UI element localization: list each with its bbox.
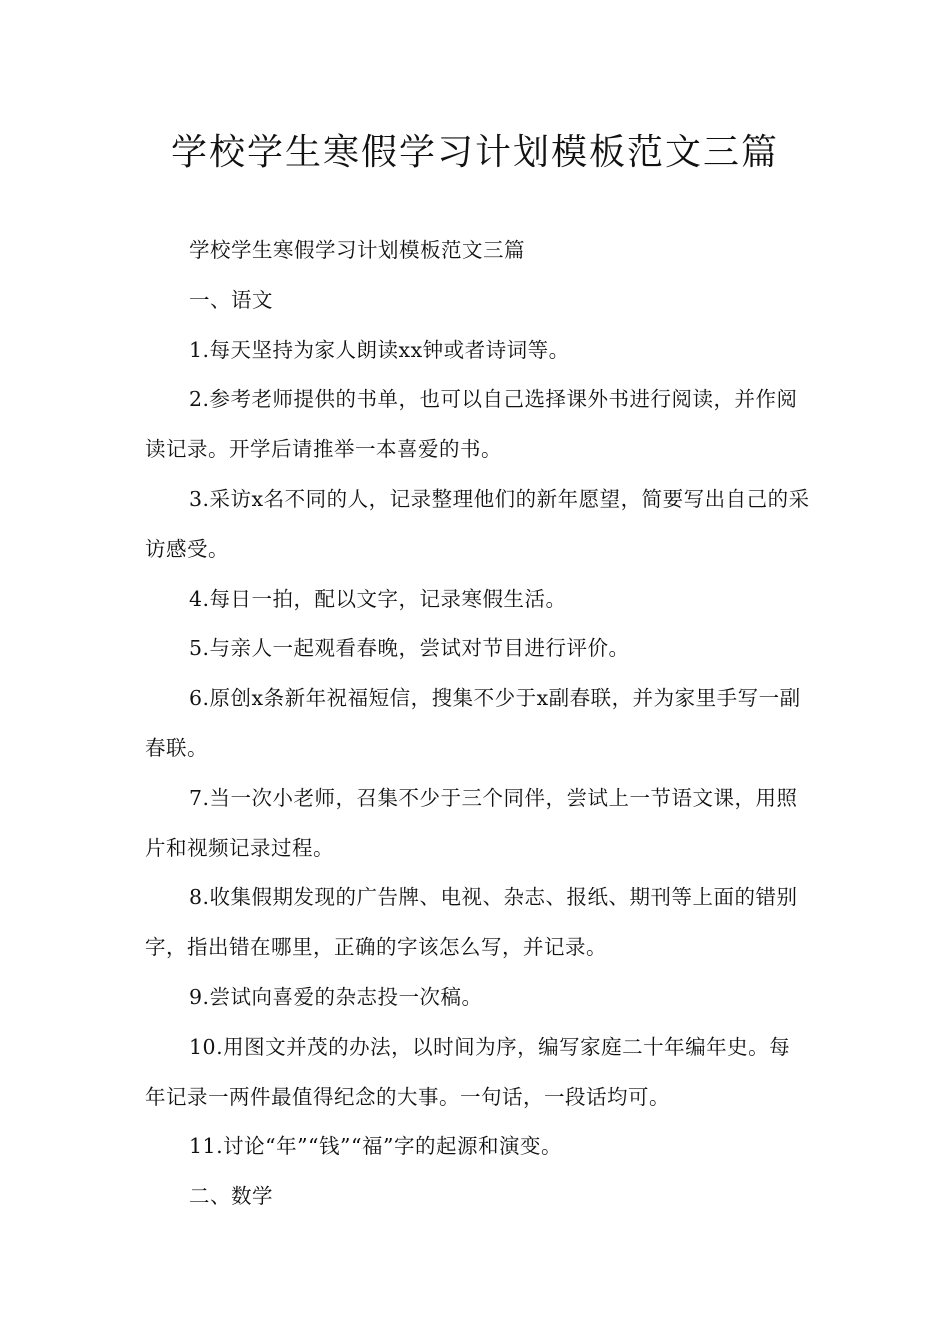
list-item: 7.当一次小老师，召集不少于三个同伴，尝试上一节语文课，用照片和视频记录过程。 (145, 785, 798, 860)
list-item: 5.与亲人一起观看春晚，尝试对节目进行评价。 (189, 636, 630, 661)
section-heading-chinese: 一、语文 (189, 287, 273, 312)
list-item: 2.参考老师提供的书单，也可以自己选择课外书进行阅读，并作阅读记录。开学后请推举一本喜爱的书。 (145, 387, 798, 462)
document-body (145, 226, 810, 1222)
list-item: 3.采访x名不同的人，记录整理他们的新年愿望，简要写出自己的采访感受。 (145, 486, 810, 561)
list-item: 10.用图文并茂的办法，以时间为序，编写家庭二十年编年史。每年记录一两件最值得纪念的大事。一句话，一段话均可。 (145, 1034, 791, 1109)
list-item: 9.尝试向喜爱的杂志投一次稿。 (189, 984, 483, 1009)
list-item: 1.每天坚持为家人朗读xx钟或者诗词等。 (189, 337, 570, 362)
list-item: 8.收集假期发现的广告牌、电视、杂志、报纸、期刊等上面的错别字，指出错在哪里，正确的字该怎么写，并记录。 (145, 885, 798, 960)
paragraph-subtitle: 学校学生寒假学习计划模板范文三篇 (189, 238, 525, 262)
list-item: 4.每日一拍，配以文字，记录寒假生活。 (189, 586, 567, 611)
document-title: 学校学生寒假学习计划模板范文三篇 (170, 132, 779, 173)
list-item: 11.讨论“年”“钱”“福”字的起源和演变。 (189, 1134, 562, 1159)
list-item: 6.原创x条新年祝福短信，搜集不少于x副春联，并为家里手写一副春联。 (145, 686, 801, 760)
section-heading-math: 二、数学 (189, 1184, 273, 1209)
